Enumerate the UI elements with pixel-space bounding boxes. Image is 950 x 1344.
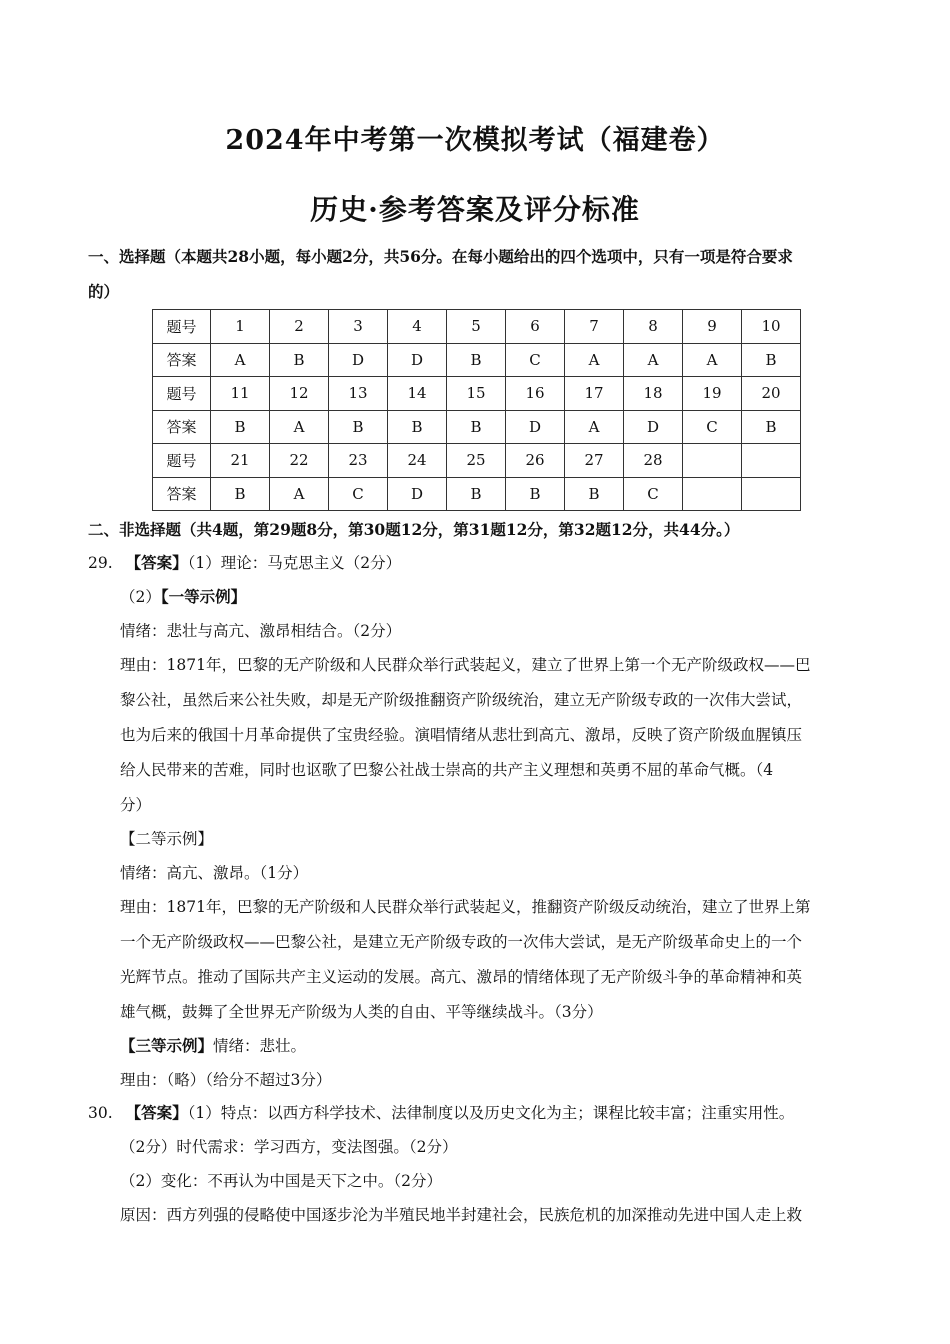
question-row xyxy=(153,377,801,411)
table-cell: D xyxy=(329,343,388,377)
table-cell: A xyxy=(683,343,742,377)
table-cell: B xyxy=(329,410,388,444)
table-cell: 3 xyxy=(329,310,388,344)
q29-line-2 xyxy=(120,585,246,607)
table-cell: B xyxy=(565,477,624,511)
table-cell: 14 xyxy=(388,377,447,411)
table-cell: 4 xyxy=(388,310,447,344)
table-cell: 1 xyxy=(211,310,270,344)
q30-line-1 xyxy=(88,1101,794,1123)
table-cell: A xyxy=(565,410,624,444)
q29-line-10: 情绪：高亢、激昂。（1分） xyxy=(120,864,309,882)
q29-number: 29. xyxy=(88,554,113,572)
table-cell xyxy=(683,444,742,478)
table-cell: 19 xyxy=(683,377,742,411)
table-cell: A xyxy=(565,343,624,377)
q30-part1: （1）特点：以西方科学技术、法律制度以及历史文化为主；课程比较丰富；注重实用性。 xyxy=(187,1104,795,1122)
page-subtitle: 历史·参考答案及评分标准 xyxy=(310,193,640,226)
q29-line-4: 理由：1871年，巴黎的无产阶级和人民群众举行武装起义，建立了世界上第一个无产阶级政权——巴 xyxy=(120,656,811,674)
table-cell: 8 xyxy=(624,310,683,344)
table-cell: 9 xyxy=(683,310,742,344)
table-cell: C xyxy=(683,410,742,444)
table-cell: 23 xyxy=(329,444,388,478)
table-cell: C xyxy=(624,477,683,511)
table-cell: C xyxy=(506,343,565,377)
table-cell: D xyxy=(506,410,565,444)
q30-line-2: （2分）时代需求：学习西方，变法图强。（2分） xyxy=(120,1138,458,1156)
table-cell: D xyxy=(624,410,683,444)
table-cell: 2 xyxy=(270,310,329,344)
answer-row-label: 答案 xyxy=(153,410,211,444)
table-cell: D xyxy=(388,343,447,377)
table-cell: 15 xyxy=(447,377,506,411)
table-cell: B xyxy=(447,477,506,511)
q29-line-13: 光辉节点。推动了国际共产主义运动的发展。高亢、激昂的情绪体现了无产阶级斗争的革命精神和英 xyxy=(120,968,803,986)
q29-line-7: 给人民带来的苦难，同时也讴歌了巴黎公社战士崇高的共产主义理想和英勇不屈的革命气概。（4 xyxy=(120,761,774,779)
q29-line-6: 也为后来的俄国十月革命提供了宝贵经验。演唱情绪从悲壮到高亢、激昂，反映了资产阶级血腥镇压 xyxy=(120,726,803,744)
q29-line-14: 雄气概，鼓舞了全世界无产阶级为人类的自由、平等继续战斗。（3分） xyxy=(120,1003,603,1021)
q29-line-12: 一个无产阶级政权——巴黎公社，是建立无产阶级专政的一次伟大尝试，是无产阶级革命史上的一个 xyxy=(120,933,803,951)
q29-line-5: 黎公社，虽然后来公社失败，却是无产阶级推翻资产阶级统治，建立无产阶级专政的一次伟大尝试， xyxy=(120,691,803,709)
table-cell xyxy=(742,444,801,478)
table-cell: C xyxy=(329,477,388,511)
q30-line-4: 原因：西方列强的侵略使中国逐步沦为半殖民地半封建社会，民族危机的加深推动先进中国人走上救 xyxy=(120,1206,803,1224)
table-cell: 17 xyxy=(565,377,624,411)
q29-part2-label: （2） xyxy=(120,588,161,606)
table-cell: B xyxy=(447,410,506,444)
table-cell: D xyxy=(388,477,447,511)
table-cell: B xyxy=(742,410,801,444)
table-cell: 13 xyxy=(329,377,388,411)
table-cell: 25 xyxy=(447,444,506,478)
table-cell: B xyxy=(388,410,447,444)
section1-heading: 一、选择题（本题共28小题，每小题2分，共56分。在每小题给出的四个选项中，只有一项是符合要求 xyxy=(88,247,793,266)
table-cell: 22 xyxy=(270,444,329,478)
q29-line-16: 理由：（略）（给分不超过3分） xyxy=(120,1071,332,1089)
q29-answer-tag: 【答案】 xyxy=(125,553,188,572)
table-cell: B xyxy=(211,410,270,444)
table-cell: A xyxy=(211,343,270,377)
table-cell: 5 xyxy=(447,310,506,344)
table-cell: A xyxy=(270,410,329,444)
question-row-label: 题号 xyxy=(153,377,211,411)
question-row-label: 题号 xyxy=(153,310,211,344)
q29-grade3-tag: 【三等示例】 xyxy=(120,1036,214,1055)
table-cell: 11 xyxy=(211,377,270,411)
table-cell: 7 xyxy=(565,310,624,344)
table-cell: 20 xyxy=(742,377,801,411)
table-cell: B xyxy=(742,343,801,377)
table-cell: B xyxy=(270,343,329,377)
section1-heading-cont: 的） xyxy=(88,282,120,301)
q29-line-15 xyxy=(120,1034,306,1056)
table-cell: B xyxy=(506,477,565,511)
answer-row xyxy=(153,410,801,444)
question-row-label: 题号 xyxy=(153,444,211,478)
q30-number: 30. xyxy=(88,1104,113,1122)
table-cell: 10 xyxy=(742,310,801,344)
table-cell: B xyxy=(447,343,506,377)
table-cell: A xyxy=(270,477,329,511)
table-cell: 26 xyxy=(506,444,565,478)
q29-grade2-tag: 【二等示例】 xyxy=(120,830,214,848)
table-cell: A xyxy=(624,343,683,377)
q29-line-1 xyxy=(88,551,401,573)
table-cell xyxy=(742,477,801,511)
table-cell: 18 xyxy=(624,377,683,411)
question-row xyxy=(153,444,801,478)
question-row xyxy=(153,310,801,344)
q30-line-3: （2）变化：不再认为中国是天下之中。（2分） xyxy=(120,1172,442,1190)
page-title: 2024年中考第一次模拟考试（福建卷） xyxy=(225,125,725,156)
answer-table xyxy=(152,309,801,511)
table-cell xyxy=(683,477,742,511)
q29-line-3: 情绪：悲壮与高亢、激昂相结合。（2分） xyxy=(120,622,402,640)
q30-answer-tag: 【答案】 xyxy=(125,1103,188,1122)
answer-row-label: 答案 xyxy=(153,477,211,511)
q29-grade1-tag: 【一等示例】 xyxy=(160,587,247,606)
table-cell: 21 xyxy=(211,444,270,478)
table-cell: 27 xyxy=(565,444,624,478)
table-cell: 16 xyxy=(506,377,565,411)
section2-heading: 二、非选择题（共4题，第29题8分，第30题12分，第31题12分，第32题12分，共44分。） xyxy=(88,520,740,539)
table-cell: 24 xyxy=(388,444,447,478)
answer-row xyxy=(153,343,801,377)
q29-part1: （1）理论：马克思主义（2分） xyxy=(187,554,402,572)
table-cell: 12 xyxy=(270,377,329,411)
answer-row xyxy=(153,477,801,511)
answer-row-label: 答案 xyxy=(153,343,211,377)
q29-line-8: 分） xyxy=(120,796,152,814)
table-cell: 6 xyxy=(506,310,565,344)
table-cell: 28 xyxy=(624,444,683,478)
q29-line-11: 理由：1871年，巴黎的无产阶级和人民群众举行武装起义，推翻资产阶级反动统治，建立了世界上第 xyxy=(120,898,811,916)
table-cell: B xyxy=(211,477,270,511)
q29-grade3-emotion: 情绪：悲壮。 xyxy=(213,1037,307,1055)
